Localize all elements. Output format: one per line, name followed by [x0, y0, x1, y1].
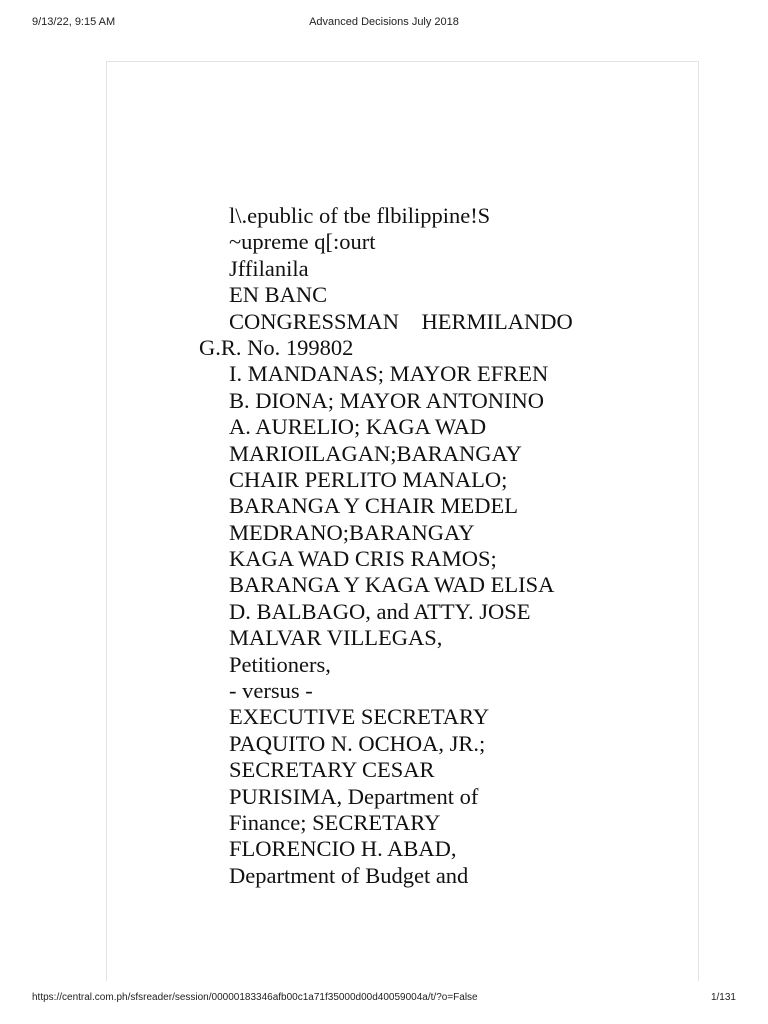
document-page [106, 61, 699, 981]
doc-line-respondent: SECRETARY CESAR [229, 757, 435, 783]
print-datetime: 9/13/22, 9:15 AM [32, 16, 116, 28]
print-page-indicator: 1/131 [710, 992, 736, 1003]
doc-line-party: MALVAR VILLEGAS, [229, 625, 443, 651]
doc-line-party: I. MANDANAS; MAYOR EFREN [229, 361, 549, 387]
doc-line-republic: l\.epublic of tbe flbilippine!S [229, 203, 491, 228]
print-document-title: Advanced Decisions July 2018 [309, 16, 459, 28]
doc-line-party: B. DIONA; MAYOR ANTONINO [229, 387, 545, 413]
doc-line-party: CHAIR PERLITO MANALO; [229, 466, 508, 492]
doc-line-respondent: Finance; SECRETARY [229, 809, 441, 835]
doc-line-party: MEDRANO;BARANGAY [229, 519, 475, 545]
doc-line-respondent: EXECUTIVE SECRETARY [229, 704, 490, 730]
doc-line-supreme-court: ~upreme q[:ourt [229, 229, 376, 255]
print-source-url: https://central.com.ph/sfsreader/session/00000183346afb00c1a71f35000d00d40059004a/t/?o=False [32, 992, 478, 1003]
doc-line-petitioners: Petitioners, [229, 651, 331, 677]
doc-line-party: A. AURELIO; KAGA WAD [229, 414, 487, 440]
doc-line-party: D. BALBAGO, and ATTY. JOSE [229, 598, 531, 624]
doc-line-congressman: CONGRESSMAN HERMILANDO [229, 308, 573, 334]
doc-line-party: KAGA WAD CRIS RAMOS; [229, 546, 497, 572]
document-body [107, 203, 699, 889]
doc-line-respondent: PAQUITO N. OCHOA, JR.; [229, 730, 486, 756]
doc-line-versus: - versus - [229, 678, 313, 704]
doc-line-respondent: PURISIMA, Department of [229, 783, 479, 809]
print-header [0, 16, 768, 32]
doc-line-case-number: G.R. No. 199802 [199, 334, 354, 360]
doc-line-party: BARANGA Y CHAIR MEDEL [229, 493, 518, 519]
doc-line-respondent: FLORENCIO H. ABAD, [229, 836, 457, 862]
doc-line-party: MARIOILAGAN;BARANGAY [229, 440, 522, 466]
doc-line-party: BARANGA Y KAGA WAD ELISA [229, 572, 555, 598]
print-footer [0, 992, 768, 1008]
doc-line-manila: Jffilanila [229, 255, 309, 281]
doc-line-en-banc: EN BANC [229, 282, 328, 308]
doc-line-respondent: Department of Budget and [229, 862, 469, 888]
